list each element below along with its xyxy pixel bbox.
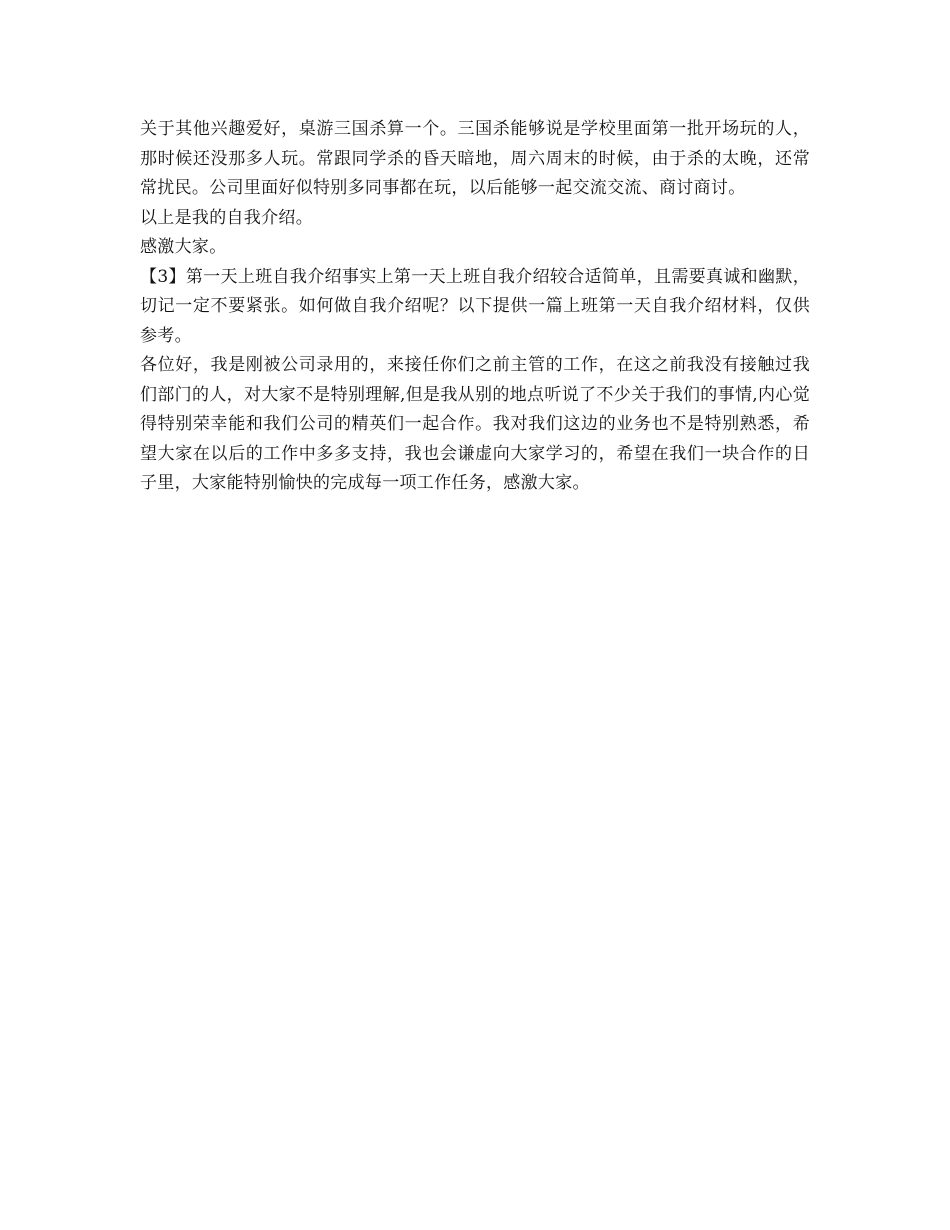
paragraph-hobbies: 关于其他兴趣爱好，桌游三国杀算一个。三国杀能够说是学校里面第一批开场玩的人，那时候还没那多人玩。常跟同学杀的昏天暗地，周六周末的时候，由于杀的太晚，还常常扰民。公司里面好似特别多同事都在玩，以后能够一起交流交流、商讨商讨。: [140, 119, 810, 198]
paragraph-closing-intro: 以上是我的自我介绍。: [140, 207, 313, 228]
paragraph-thanks: 感激大家。: [140, 237, 227, 257]
paragraph-section-3-intro: 【3】第一天上班自我介绍事实上第一天上班自我介绍较合适简单，且需要真诚和幽默，切记一定不要紧张。如何做自我介绍呢？以下提供一篇上班第一天自我介绍材料，仅供参考。: [140, 266, 810, 346]
document-body: [140, 115, 810, 499]
paragraph-sample-speech: 各位好，我是刚被公司录用的，来接任你们之前主管的工作，在这之前我没有接触过我们部门的人，对大家不是特别理解,但是我从别的地点听说了不少关于我们的事情,内心觉得特别荣幸能和我们公司的精英们一起合作。我对我们这边的业务也不是特别熟悉，希望大家在以后的工作中多多支持，我也会谦虚向大家学习的，希望在我们一块合作的日子里，大家能特别愉快的完成每一项工作任务，感激大家。: [140, 355, 810, 493]
